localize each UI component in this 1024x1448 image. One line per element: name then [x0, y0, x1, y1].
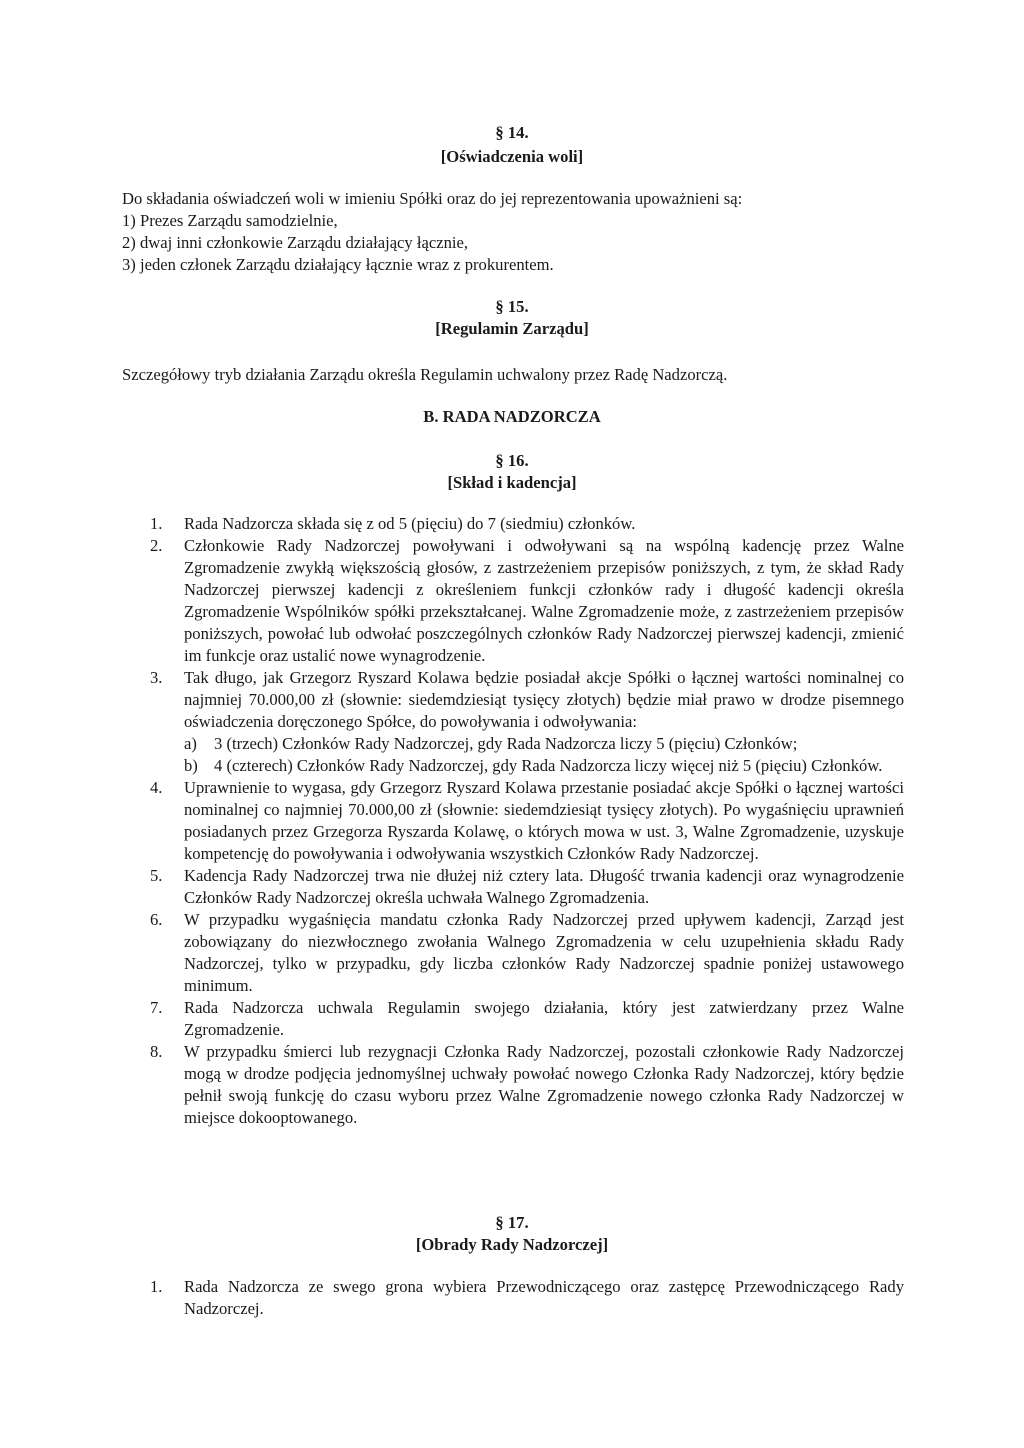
list-item — [150, 997, 904, 1041]
item-text: Kadencja Rady Nadzorczej trwa nie dłużej niż cztery lata. Długość trwania kadencji oraz wynagrodzenie Członków Rady Nadzorczej określa uchwała Walnego Zgromadzenia. — [184, 866, 904, 907]
item-number: 1. — [150, 514, 163, 533]
section-15-title: [Regulamin Zarządu] — [435, 319, 589, 338]
item-text: Członkowie Rady Nadzorczej powoływani i odwoływani są na wspólną kadencję przez Walne Zgromadzenie zwykłą większością głosów, z zastrzeżeniem przepisów poniższych, z tym, że skład Rady Nadzorczej pierwszej kadencji z określeniem funkcji członków rady i długość kadencji określa Zgromadzenie Wspólników spółki przekształcanej. Walne Zgromadzenie może, z zastrzeżeniem przepisów poniższych, powołać lub odwołać poszczególnych członków Rady Nadzorczej pierwszej kadencji, zmienić im funkcje oraz ustalić nowe wynagrodzenie. — [184, 536, 904, 665]
section-16-list — [150, 513, 904, 1129]
section-16-title: [Skład i kadencja] — [447, 473, 577, 492]
item-text: Uprawnienie to wygasa, gdy Grzegorz Ryszard Kolawa przestanie posiadać akcje Spółki o łącznej wartości nominalnej co najmniej 70.000,00 zł (słownie: siedemdziesiąt tysięcy złotych). Po wygaśnięciu uprawnień posiadanych przez Grzegorza Ryszarda Kolawę, o których mowa w ust. 3, Walne Zgromadzenie, uzyskuje kompetencję do powoływania i odwoływania wszystkich Członków Rady Nadzorczej. — [184, 778, 904, 863]
sub-item-label: a) — [184, 734, 197, 753]
section-16-number: § 16. — [495, 451, 529, 470]
item-number: 8. — [150, 1042, 163, 1061]
sub-item-text: 4 (czterech) Członków Rady Nadzorczej, gdy Rada Nadzorcza liczy więcej niż 5 (pięciu) Członków. — [214, 756, 883, 775]
list-item — [150, 777, 904, 865]
section-14-line: 2) dwaj inni członkowie Zarządu działający łącznie, — [122, 233, 468, 252]
item-number: 3. — [150, 668, 163, 687]
sub-item-label: b) — [184, 756, 198, 775]
item-number: 6. — [150, 910, 163, 929]
item-number: 1. — [150, 1277, 163, 1296]
section-14-body — [122, 188, 922, 276]
item-text: Rada Nadzorcza składa się z od 5 (pięciu) do 7 (siedmiu) członków. — [184, 514, 636, 533]
sub-item — [184, 733, 904, 755]
item-number: 2. — [150, 536, 163, 555]
item-number: 7. — [150, 998, 163, 1017]
item-text: Rada Nadzorcza ze swego grona wybiera Przewodniczącego oraz zastępcę Przewodniczącego Rady Nadzorczej. — [184, 1277, 904, 1318]
list-item — [150, 667, 904, 777]
section-14-line: Do składania oświadczeń woli w imieniu Spółki oraz do jej reprezentowania upoważnieni są: — [122, 189, 743, 208]
list-item — [150, 865, 904, 909]
section-14-line: 3) jeden członek Zarządu działający łącznie wraz z prokurentem. — [122, 255, 554, 274]
section-17-list — [150, 1276, 904, 1320]
sub-item — [184, 755, 904, 777]
list-item — [150, 1041, 904, 1129]
sub-item-text: 3 (trzech) Członków Rady Nadzorczej, gdy Rada Nadzorcza liczy 5 (pięciu) Członków; — [214, 734, 798, 753]
item-text: W przypadku wygaśnięcia mandatu członka Rady Nadzorczej przed upływem kadencji, Zarząd jest zobowiązany do niezwłocznego zwołania Walnego Zgromadzenia w celu uzupełnienia składu Rady Nadzorczej, tylko w przypadku, gdy liczba członków Rady Nadzorczej spadnie poniżej ustawowego minimum. — [184, 910, 904, 995]
section-15-text: Szczegółowy tryb działania Zarządu określa Regulamin uchwalony przez Radę Nadzorczą. — [122, 365, 728, 384]
item-text: Tak długo, jak Grzegorz Ryszard Kolawa będzie posiadał akcje Spółki o łącznej wartości nominalnej co najmniej 70.000,00 zł (słownie: siedemdziesiąt tysięcy złotych) będzie miał prawo w drodze pisemnego oświadczenia doręczonego Spółce, do powoływania i odwoływania: — [184, 668, 904, 731]
item-text: Rada Nadzorcza uchwala Regulamin swojego działania, który jest zatwierdzany przez Walne Zgromadzenie. — [184, 998, 904, 1039]
list-item — [150, 513, 904, 535]
section-14-line: 1) Prezes Zarządu samodzielnie, — [122, 211, 338, 230]
section-17-number: § 17. — [495, 1213, 529, 1232]
section-14-title: [Oświadczenia woli] — [440, 147, 584, 166]
section-15-body — [122, 364, 922, 386]
list-item — [150, 909, 904, 997]
item-text: W przypadku śmierci lub rezygnacji Członka Rady Nadzorczej, pozostali członkowie Rady Nadzorczej mogą w drodze podjęcia jednomyślnej uchwały powołać nowego Członka Rady Nadzorczej, który będzie pełnił swoją funkcję do czasu wyboru przez Walne Zgromadzenie nowego członka Rady Nadzorczej w miejsce dokooptowanego. — [184, 1042, 904, 1127]
section-15-number: § 15. — [495, 297, 529, 316]
item-number: 5. — [150, 866, 163, 885]
item-number: 4. — [150, 778, 163, 797]
chapter-heading: B. RADA NADZORCZA — [423, 407, 601, 426]
section-17-title: [Obrady Rady Nadzorczej] — [415, 1235, 609, 1254]
list-item — [150, 1276, 904, 1320]
list-item — [150, 535, 904, 667]
section-14-number: § 14. — [495, 123, 529, 142]
